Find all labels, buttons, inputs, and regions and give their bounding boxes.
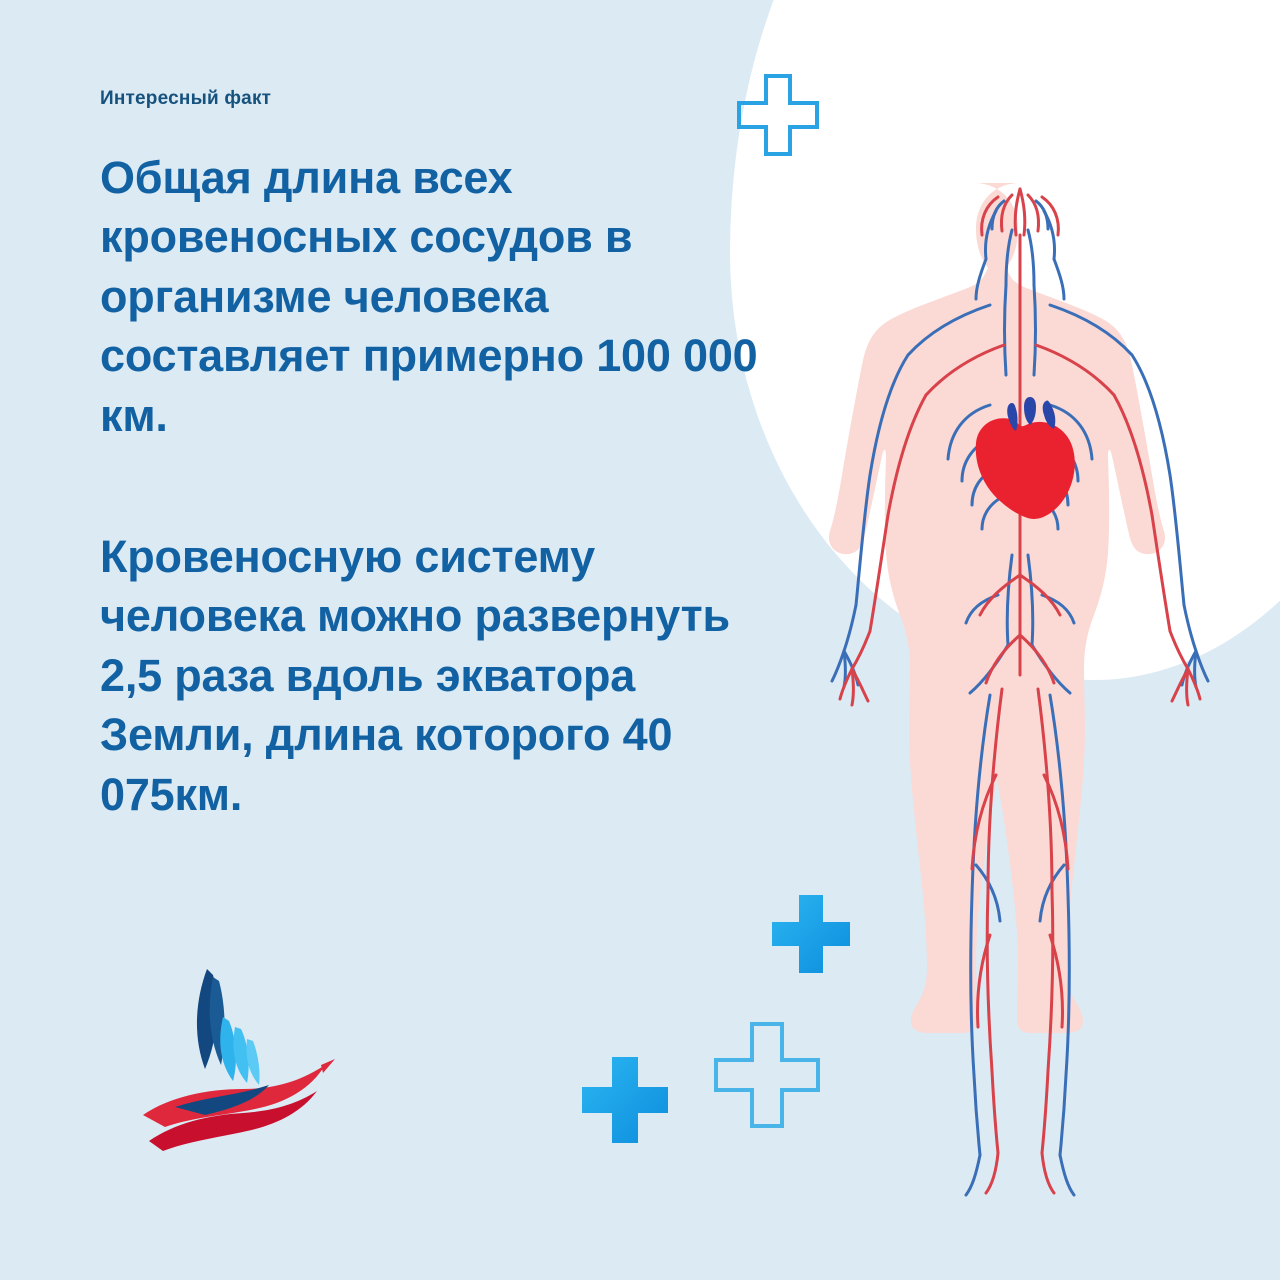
medical-cross-solid-bottom-icon [582, 1057, 668, 1143]
kicker-label: Интересный факт [100, 88, 272, 109]
human-circulatory-system-illustration [790, 175, 1250, 1235]
headline-paragraph-2: Кровеносную систему человека можно развернуть 2,5 раза вдоль экватора Земли, длина которого 40 075км. [100, 530, 730, 820]
headline-paragraph-1: Общая длина всех кровеносных сосудов в организме человека составляет примерно 100 000 км. [100, 152, 758, 441]
crane-bird-logo [135, 965, 335, 1155]
text-block [100, 88, 760, 824]
